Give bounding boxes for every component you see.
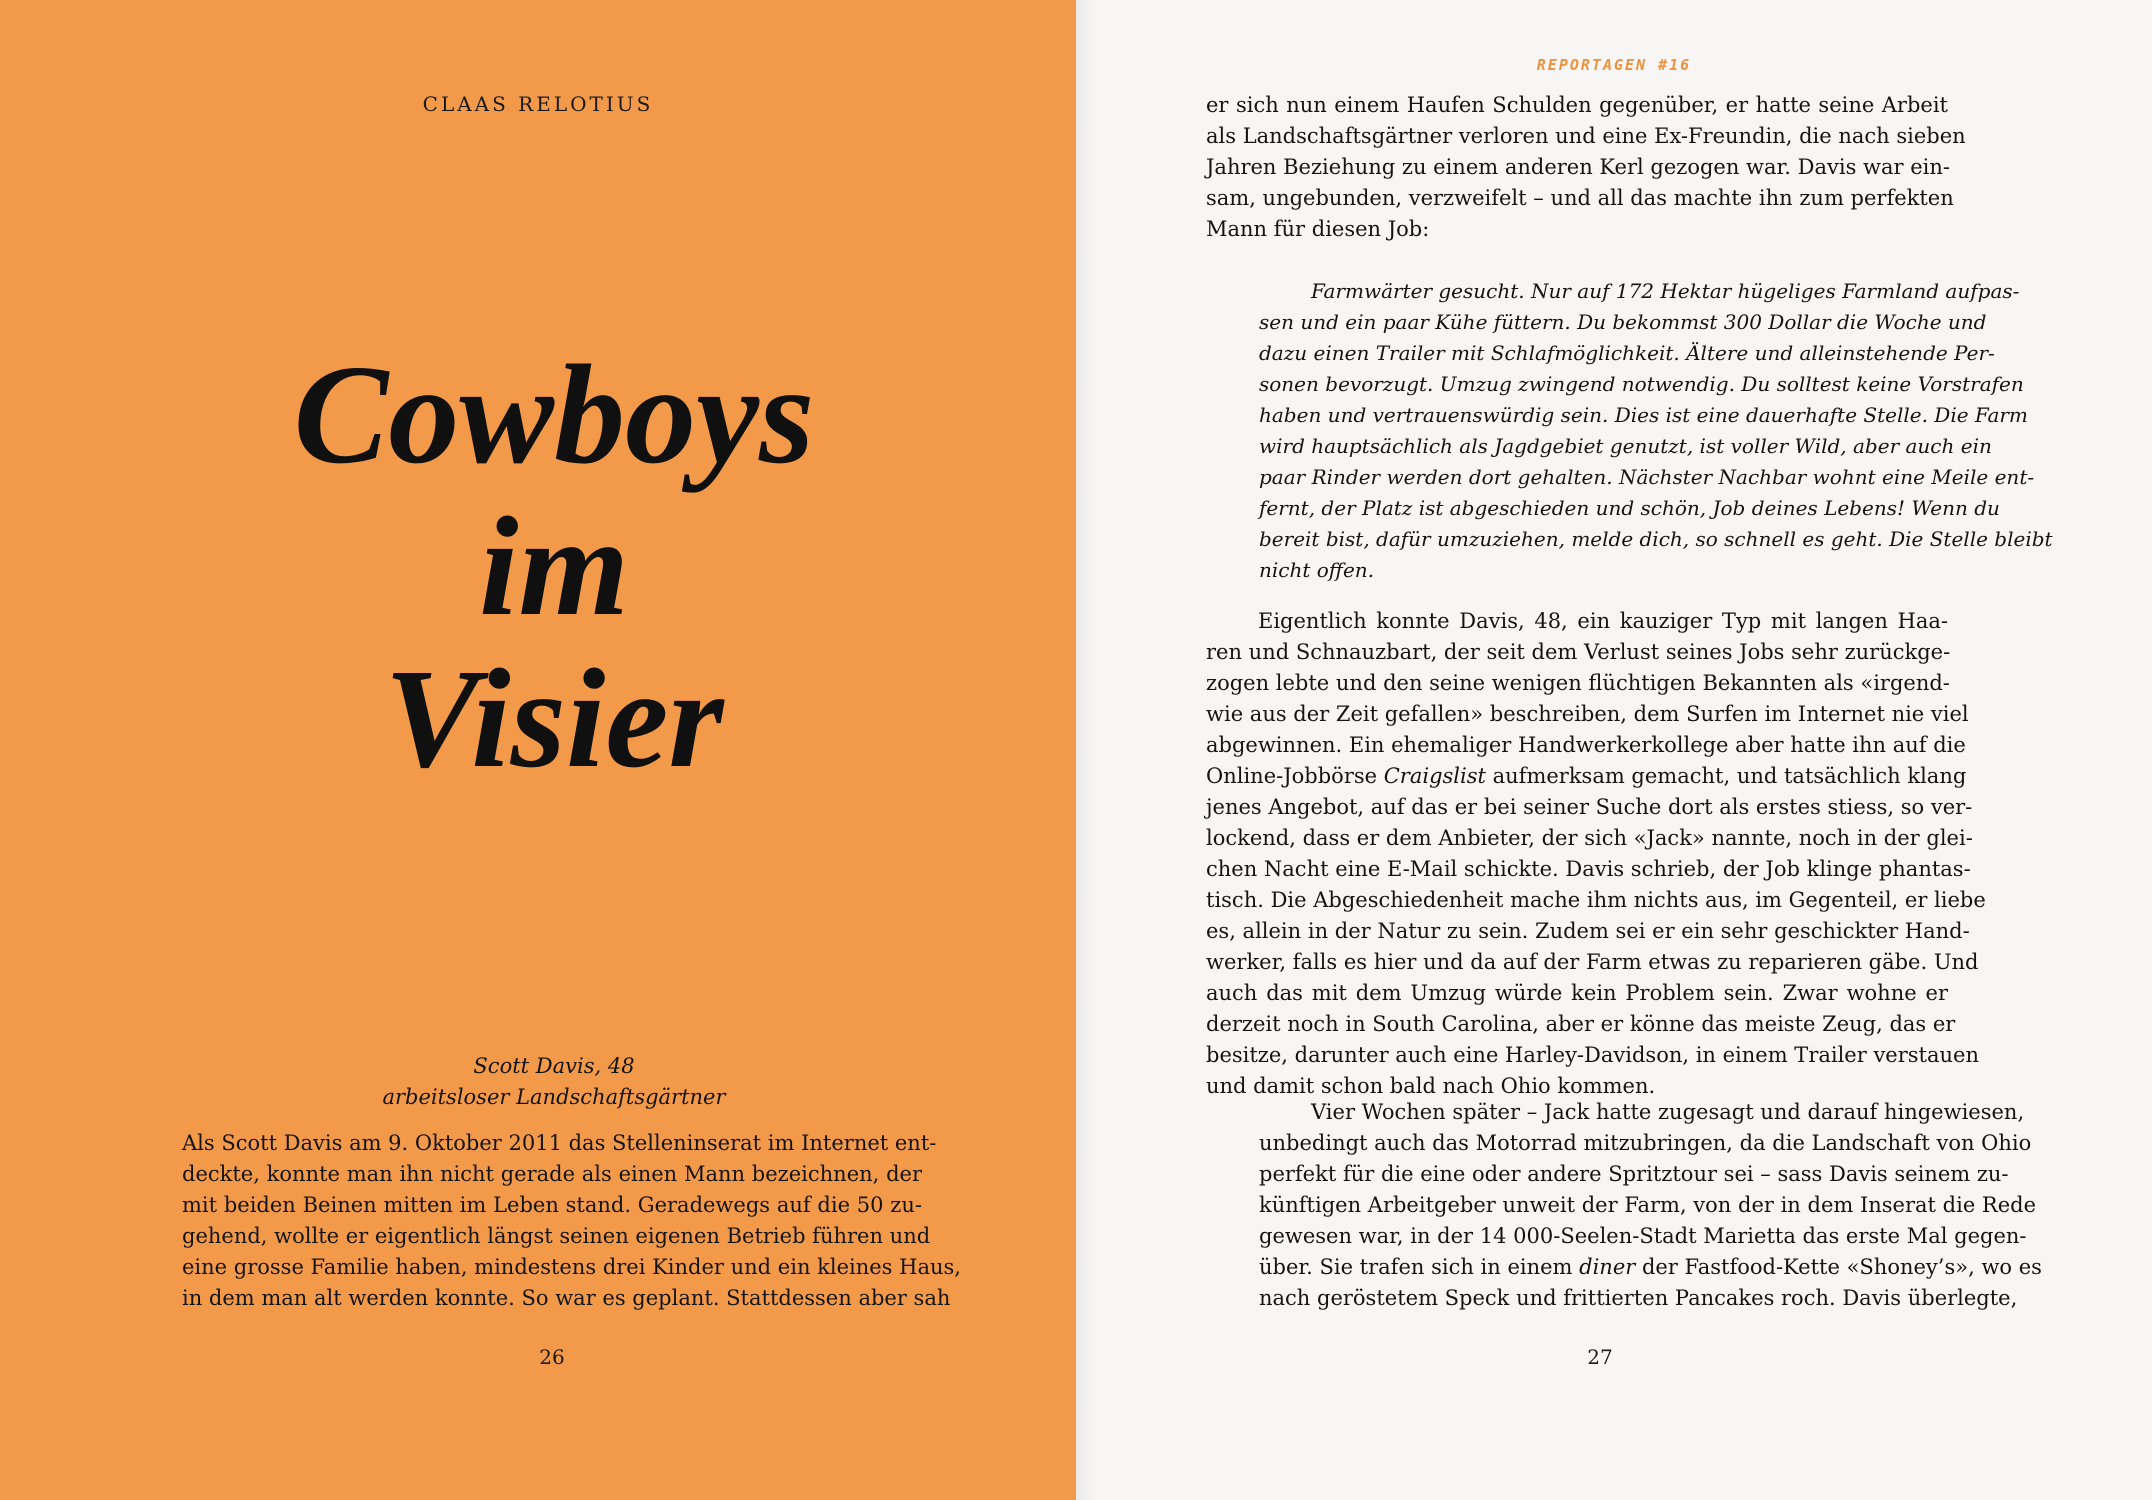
text-line: künftigen Arbeitgeber unweit der Farm, von der in dem Inserat die Rede (1259, 1193, 2037, 1217)
text-line: gehend, wollte er eigentlich längst seinen eigenen Betrieb führen und (182, 1224, 931, 1248)
text-line: nach geröstetem Speck und frittierten Pancakes roch. Davis überlegte, (1259, 1286, 2018, 1310)
text-line: unbedingt auch das Motorrad mitzubringen, da die Landschaft von Ohio (1259, 1131, 2032, 1155)
quote-line: sonen bevorzugt. Umzug zwingend notwendig. Du solltest keine Vorstrafen (1259, 372, 2024, 396)
text-line-craigslist (1206, 761, 1967, 792)
text-line-diner (1259, 1252, 2042, 1283)
text-line: Jahren Beziehung zu einem anderen Kerl gezogen war. Davis war ein- (1206, 155, 1950, 179)
text-run: der Fastfood-Kette «Shoney’s», wo es (1635, 1255, 2042, 1279)
subject-role: arbeitsloser Landschaftsgärtner (382, 1085, 726, 1109)
text-line: tisch. Die Abgeschiedenheit mache ihm nichts aus, im Gegenteil, er liebe (1206, 888, 1986, 912)
subject-caption (0, 1051, 1108, 1113)
text-run: Online-Jobbörse (1206, 764, 1384, 788)
text-line: Als Scott Davis am 9. Oktober 2011 das Stelleninserat im Internet ent- (182, 1131, 937, 1155)
text-line: er sich nun einem Haufen Schulden gegenüber, er hatte seine Arbeit (1206, 93, 1948, 117)
text-line: gewesen war, in der 14 000-Seelen-Stadt Marietta das erste Mal gegen- (1259, 1224, 2027, 1248)
text-line: und damit schon bald nach Ohio kommen. (1206, 1074, 1656, 1098)
text-line: jenes Angebot, auf das er bei seiner Suche dort als erstes stiess, so ver- (1206, 795, 1973, 819)
quote-line: bereit bist, dafür umzuziehen, melde dich, so schnell es geht. Die Stelle bleibt (1259, 527, 2053, 551)
text-line: es, allein in der Natur zu sein. Zudem sei er ein sehr geschickter Hand- (1206, 919, 1970, 943)
text-line: wie aus der Zeit gefallen» beschreiben, dem Surfen im Internet nie viel (1206, 702, 1969, 726)
text-line: derzeit noch in South Carolina, aber er könne das meiste Zeug, das er (1206, 1012, 1956, 1036)
text-line: als Landschaftsgärtner verloren und eine Ex-Freundin, die nach sieben (1206, 124, 1966, 148)
text-line: abgewinnen. Ein ehemaliger Handwerkerkollege aber hatte ihn auf die (1206, 733, 1966, 757)
text-line: in dem man alt werden konnte. So war es geplant. Stattdessen aber sah (182, 1286, 951, 1310)
quote-line: wird hauptsächlich als Jagdgebiet genutzt, ist voller Wild, aber auch ein (1259, 434, 1992, 458)
right-body-text (1206, 606, 1986, 1102)
right-continued-text (1206, 90, 1966, 245)
title-line: Visier (384, 639, 724, 797)
text-line: auch das mit dem Umzug würde kein Problem sein. Zwar wohne er (1206, 981, 1948, 1005)
quote-line: nicht offen. (1259, 558, 1375, 582)
title-line: Cowboys (293, 335, 815, 493)
page-number-right: 27 (1587, 1345, 1613, 1369)
quote-line: haben und vertrauenswürdig sein. Dies ist eine dauerhafte Stelle. Die Farm (1259, 403, 2028, 427)
text-run: aufmerksam gemacht, und tatsächlich klang (1485, 764, 1967, 788)
quote-line: sen und ein paar Kühe füttern. Du bekommst 300 Dollar die Woche und (1259, 310, 1987, 334)
text-line: Mann für diesen Job: (1206, 217, 1430, 241)
text-line: sam, ungebunden, verzweifelt – und all das machte ihn zum perfekten (1206, 186, 1954, 210)
quote-line: dazu einen Trailer mit Schlafmöglichkeit. Ältere und alleinstehende Per- (1259, 341, 1995, 365)
text-line: zogen lebte und den seine wenigen flüchtigen Bekannten als «irgend- (1206, 671, 1950, 695)
page-number-left: 26 (539, 1345, 565, 1369)
author-name: CLAAS RELOTIUS (422, 92, 654, 116)
quote-line: paar Rinder werden dort gehalten. Nächster Nachbar wohnt eine Meile ent- (1259, 465, 2035, 489)
title-line: im (479, 487, 629, 645)
emphasis-diner: diner (1579, 1255, 1636, 1279)
right-body-text-2 (1259, 1097, 2042, 1314)
text-line: besitze, darunter auch eine Harley-Davidson, in einem Trailer verstauen (1206, 1043, 1979, 1067)
text-line: mit beiden Beinen mitten im Leben stand. Geradewegs auf die 50 zu- (182, 1193, 922, 1217)
text-line: chen Nacht eine E-Mail schickte. Davis schrieb, der Job klinge phantas- (1206, 857, 1971, 881)
quote-line: fernt, der Platz ist abgeschieden und schön, Job deines Lebens! Wenn du (1259, 496, 2000, 520)
article-title (0, 335, 1108, 797)
text-line: deckte, konnte man ihn nicht gerade als einen Mann bezeichnen, der (182, 1162, 922, 1186)
emphasis-craigslist: Craigslist (1383, 764, 1486, 788)
subject-name: Scott Davis, 48 (473, 1054, 635, 1078)
text-line: lockend, dass er dem Anbieter, der sich «Jack» nannte, noch in der glei- (1206, 826, 1973, 850)
text-line: werker, falls es hier und da auf der Farm etwas zu reparieren gäbe. Und (1206, 950, 1979, 974)
text-line: ren und Schnauzbart, der seit dem Verlust seines Jobs sehr zurückge- (1206, 640, 1951, 664)
text-line: perfekt für die eine oder andere Spritztour sei – sass Davis seinem zu- (1259, 1162, 2009, 1186)
quote-line: Farmwärter gesucht. Nur auf 172 Hektar hügeliges Farmland aufpas- (1311, 279, 2020, 303)
text-line: eine grosse Familie haben, mindestens drei Kinder und ein kleines Haus, (182, 1255, 961, 1279)
text-line: Eigentlich konnte Davis, 48, ein kauziger Typ mit langen Haa- (1258, 609, 1948, 633)
job-ad-quote (1259, 276, 2053, 586)
left-body-text (182, 1128, 961, 1314)
running-head: REPORTAGEN #16 (1536, 56, 1692, 74)
text-run: über. Sie trafen sich in einem (1259, 1255, 1580, 1279)
text-line: Vier Wochen später – Jack hatte zugesagt und darauf hingewiesen, (1311, 1100, 2025, 1124)
